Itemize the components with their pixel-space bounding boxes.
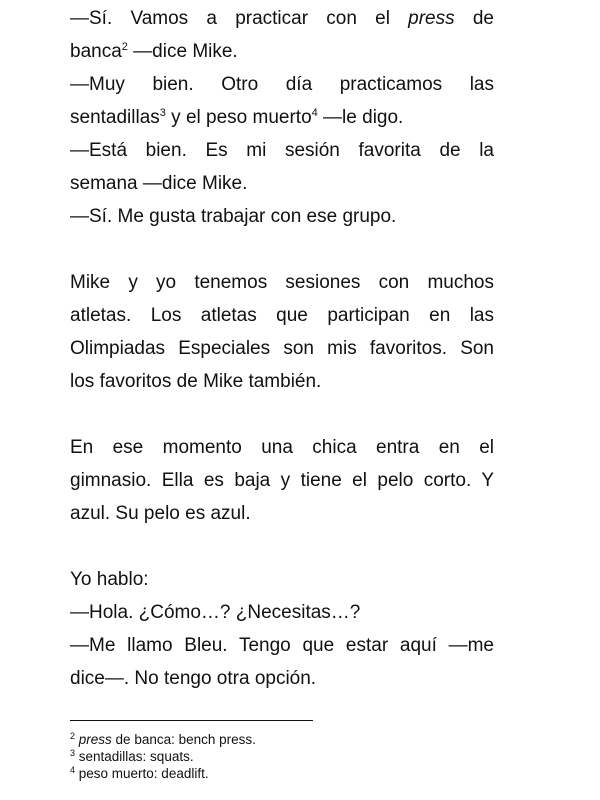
paragraph-line: dice—. No tengo otra opción. <box>70 668 317 689</box>
paragraph-line: Mike y yo tenemos sesiones con muchos <box>70 272 494 293</box>
dialogue-line-1 <box>70 2 494 35</box>
paragraph-line: azul. Su pelo es azul. <box>70 503 251 524</box>
italic-term: press <box>408 8 455 29</box>
footnote-2 <box>70 731 256 748</box>
dialogue-line-7: —Sí. Me gusta trabajar con ese grupo. <box>70 206 397 227</box>
paragraph-line: gimnasio. Ella es baja y tiene el pelo corto. Y <box>70 470 494 491</box>
footnote-text: de banca: bench press. <box>111 732 256 747</box>
footnote-ref: 2 <box>121 41 128 53</box>
paragraph-4 <box>70 563 494 695</box>
dialogue-block-1 <box>70 2 494 233</box>
text-segment: —Sí. Vamos a practicar con el <box>70 8 409 29</box>
footnote-text: sentadillas: squats. <box>75 749 194 764</box>
text-segment: y el peso muerto <box>165 107 312 128</box>
footnote-divider <box>70 720 313 721</box>
dialogue-line-3: —Muy bien. Otro día practicamos las <box>70 74 494 95</box>
paragraph-3 <box>70 431 494 530</box>
paragraph-line: Yo hablo: <box>70 569 149 590</box>
footnotes <box>70 731 256 782</box>
footnote-4 <box>70 765 256 782</box>
page <box>70 0 494 800</box>
footnote-number: 4 <box>70 765 76 775</box>
text-segment: —le digo. <box>317 107 404 128</box>
paragraph-line: los favoritos de Mike también. <box>70 371 322 392</box>
text-segment: sentadillas <box>70 107 160 128</box>
dialogue-line-2 <box>70 35 494 68</box>
paragraph-line: atletas. Los atletas que participan en las <box>70 305 494 326</box>
italic-term: press <box>78 732 112 747</box>
footnote-number: 2 <box>70 731 76 741</box>
paragraph-gap <box>70 398 494 431</box>
footnote-ref: 3 <box>159 107 166 119</box>
footnote-text: peso muerto: deadlift. <box>75 766 209 781</box>
text-segment: de <box>454 8 494 29</box>
paragraph-2 <box>70 266 494 398</box>
footnote-number: 3 <box>70 748 76 758</box>
dialogue-line-5: —Está bien. Es mi sesión favorita de la <box>70 140 494 161</box>
paragraph-line: —Me llamo Bleu. Tengo que estar aquí —me <box>70 635 494 656</box>
text-segment: —dice Mike. <box>127 41 238 62</box>
paragraph-gap <box>70 530 494 563</box>
body-text <box>70 0 494 695</box>
dialogue-line-4 <box>70 101 494 134</box>
text-segment: banca <box>70 41 122 62</box>
paragraph-gap <box>70 233 494 266</box>
dialogue-line-6: semana —dice Mike. <box>70 173 248 194</box>
paragraph-line: En ese momento una chica entra en el <box>70 437 494 458</box>
paragraph-line: Olimpiadas Especiales son mis favoritos. Son <box>70 338 494 359</box>
paragraph-line: —Hola. ¿Cómo…? ¿Necesitas…? <box>70 602 361 623</box>
footnote-3 <box>70 748 256 765</box>
footnote-ref: 4 <box>311 107 318 119</box>
